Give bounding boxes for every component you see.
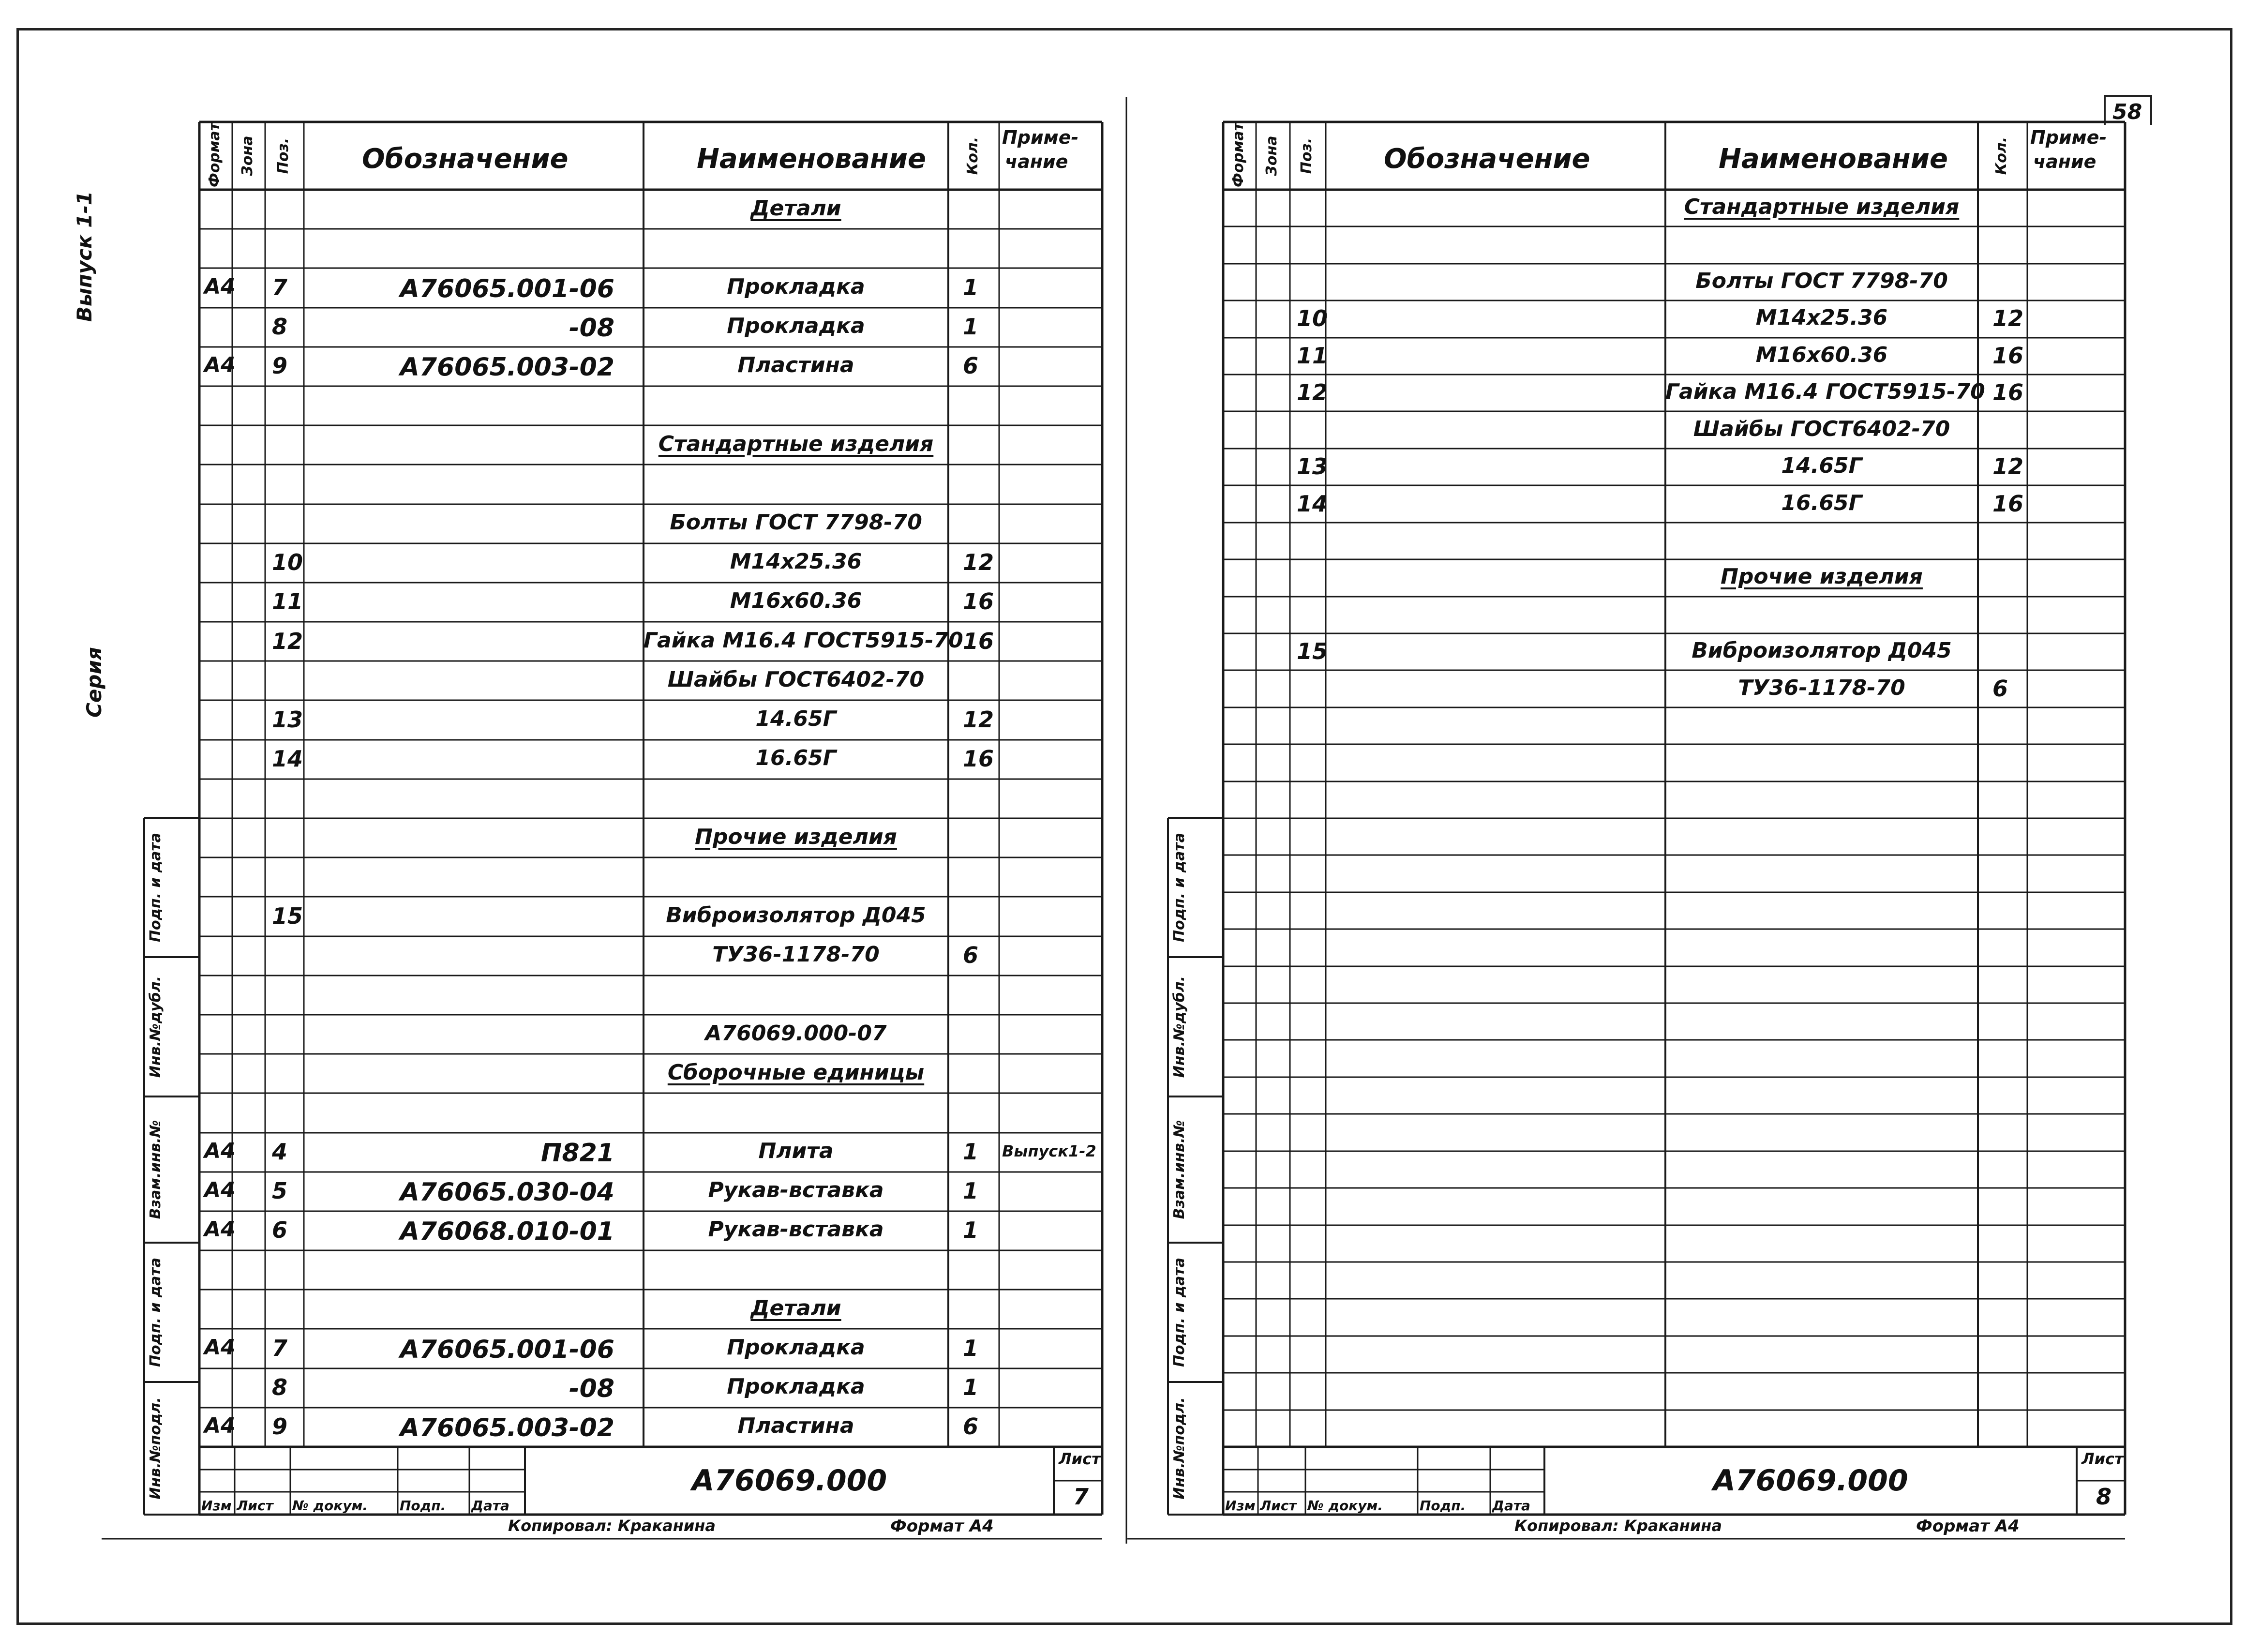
row-quantity: 16 [1992,491,2024,517]
sheet-number: 7 [1073,1484,1089,1510]
row-designation: А76065.003-02 [400,353,614,382]
copied-by: Копировал: Краканина [508,1517,716,1535]
row-format: А4 [204,1178,236,1202]
sheet-label: Лист [1059,1450,1101,1468]
row-quantity: 6 [963,353,979,379]
header-oboznachenie: Обозначение [362,143,569,175]
row-position: 10 [272,549,303,575]
row-name: Рукав-вставка [708,1178,884,1202]
row-name: 16.65Г [1781,491,1862,515]
page-number: 58 [2112,100,2142,124]
row-quantity: 16 [963,628,994,654]
row-quantity: 16 [1992,343,2024,369]
stamp-label: Подп. и дата [147,1257,164,1367]
stamp-label: Подп. и дата [1171,832,1188,943]
row-position: 5 [272,1178,288,1204]
row-name: М14х25.36 [730,549,862,574]
stamp-signature: Подп. [400,1498,446,1514]
row-name: Гайка М16.4 ГОСТ5915-70 [644,628,963,653]
row-name: Прокладка [727,1374,865,1399]
stamp-label: Подп. и дата [147,832,164,943]
row-name: Прокладка [727,1335,865,1360]
row-name: Прокладка [727,314,865,338]
row-quantity: 1 [963,1374,979,1400]
stamp-doc-number: № докум. [292,1498,368,1514]
header-oboznachenie: Обозначение [1384,143,1590,175]
row-position: 11 [1297,343,1328,369]
row-position: 9 [272,1413,288,1440]
row-position: 13 [272,706,303,733]
row-note: Выпуск1-2 [1002,1142,1096,1160]
row-name: А76069.000-07 [705,1021,887,1046]
row-name: Виброизолятор Д045 [666,903,926,928]
spec-sheet-right [1123,0,2246,1652]
sheet-format: Формат А4 [1916,1517,2020,1536]
section-heading: Стандартные изделия [658,432,934,456]
stamp-label: Инв.№подл. [147,1397,164,1500]
sheet-format: Формат А4 [890,1517,994,1536]
row-quantity: 12 [963,549,994,575]
row-name: Плита [758,1139,834,1163]
row-position: 12 [1297,379,1328,405]
row-position: 11 [272,588,303,615]
row-designation: А76068.010-01 [400,1217,614,1246]
section-heading: Стандартные изделия [1684,195,1960,219]
row-position: 14 [272,746,303,772]
stamp-list: Лист [237,1498,273,1514]
row-quantity: 16 [1992,379,2024,405]
row-designation: А76065.001-06 [400,274,614,303]
row-format: А4 [204,1217,236,1242]
row-name: Прокладка [727,274,865,299]
section-heading: Детали [750,1296,841,1321]
section-heading: Сборочные единицы [667,1060,925,1085]
row-position: 4 [272,1139,288,1165]
row-position: 12 [272,628,303,654]
row-name: Пластина [737,1413,854,1438]
row-quantity: 6 [1992,676,2008,702]
stamp-label: Подп. и дата [1171,1257,1188,1367]
row-position: 9 [272,353,288,379]
row-name: Шайбы ГОСТ6402-70 [1693,417,1950,441]
row-name: Гайка М16.4 ГОСТ5915-70 [1665,379,1985,404]
row-name: М16х60.36 [1755,343,1888,367]
row-designation: А76065.003-02 [400,1413,614,1442]
row-name: Виброизолятор Д045 [1692,638,1952,663]
row-position: 13 [1297,453,1328,480]
row-position: 6 [272,1217,288,1243]
stamp-label: Инв.№подл. [1171,1397,1188,1500]
stamp-izm: Изм [1225,1498,1256,1514]
row-quantity: 1 [963,1178,979,1204]
row-name: 14.65Г [1781,453,1862,478]
header-primechanie-1: Приме- [1002,127,1079,148]
header-poz: Поз. [275,137,292,174]
stamp-label: Взам.инв.№ [147,1120,164,1219]
row-designation: -08 [569,314,614,343]
row-format: А4 [204,353,236,377]
row-format: А4 [204,1335,236,1360]
row-quantity: 1 [963,274,979,300]
sheet-label: Лист [2081,1450,2124,1468]
section-heading: Прочие изделия [695,825,897,849]
header-primechanie-2: чание [2033,151,2096,172]
header-kol: Кол. [964,136,981,175]
document-designation: А76069.000 [1713,1464,1908,1498]
header-zona: Зона [1263,135,1280,176]
header-primechanie-2: чание [1005,151,1068,172]
stamp-izm: Изм [201,1498,232,1514]
stamp-date: Дата [1492,1498,1530,1514]
row-quantity: 6 [963,1413,979,1440]
row-position: 14 [1297,491,1328,517]
row-quantity: 1 [963,314,979,340]
row-name: Рукав-вставка [708,1217,884,1242]
header-naimenovanie: Наименование [697,143,926,175]
header-zona: Зона [239,135,256,176]
row-quantity: 12 [963,706,994,733]
row-name: ТУ36-1178-70 [1738,676,1905,700]
document-designation: А76069.000 [691,1464,887,1498]
row-quantity: 12 [1992,453,2024,480]
row-position: 7 [272,1335,288,1361]
row-name: М16х60.36 [730,588,862,613]
row-quantity: 1 [963,1139,979,1165]
row-designation: -08 [569,1374,614,1403]
row-name: Болты ГОСТ 7798-70 [670,510,922,535]
header-poz: Поз. [1298,137,1315,174]
row-name: М14х25.36 [1755,305,1888,330]
seriya-label: Серия [82,647,106,718]
stamp-signature: Подп. [1420,1498,1466,1514]
stamp-doc-number: № докум. [1307,1498,1383,1514]
row-name: ТУ36-1178-70 [712,942,880,967]
row-position: 7 [272,274,288,300]
row-designation: А76065.030-04 [400,1178,614,1207]
stamp-label: Инв.№дубл. [147,976,164,1078]
row-format: А4 [204,1139,236,1163]
header-naimenovanie: Наименование [1719,143,1948,175]
header-format: Формат [206,122,223,187]
row-position: 15 [272,903,303,929]
row-format: А4 [204,274,236,299]
header-kol: Кол. [1993,136,2010,175]
section-heading: Прочие изделия [1721,564,1923,589]
row-name: 14.65Г [755,706,837,731]
row-designation: А76065.001-06 [400,1335,614,1364]
row-quantity: 1 [963,1335,979,1361]
row-quantity: 6 [963,942,979,968]
row-position: 8 [272,1374,288,1400]
row-name: Пластина [737,353,854,377]
section-heading: Детали [750,196,841,221]
vypusk-label: Выпуск 1-1 [73,191,96,322]
row-format: А4 [204,1413,236,1438]
sheet-number: 8 [2096,1484,2112,1510]
row-designation: П821 [540,1139,614,1168]
stamp-date: Дата [471,1498,509,1514]
copied-by: Копировал: Краканина [1514,1517,1722,1535]
row-quantity: 1 [963,1217,979,1243]
row-position: 15 [1297,638,1328,664]
row-name: Болты ГОСТ 7798-70 [1695,269,1948,293]
stamp-label: Инв.№дубл. [1171,976,1188,1078]
row-position: 8 [272,314,288,340]
row-name: 16.65Г [755,746,837,770]
row-position: 10 [1297,305,1328,331]
stamp-label: Взам.инв.№ [1171,1120,1188,1219]
stamp-list: Лист [1260,1498,1297,1514]
row-name: Шайбы ГОСТ6402-70 [667,667,925,692]
header-primechanie-1: Приме- [2030,127,2107,148]
row-quantity: 12 [1992,305,2024,331]
row-quantity: 16 [963,588,994,615]
row-quantity: 16 [963,746,994,772]
header-format: Формат [1230,122,1247,187]
